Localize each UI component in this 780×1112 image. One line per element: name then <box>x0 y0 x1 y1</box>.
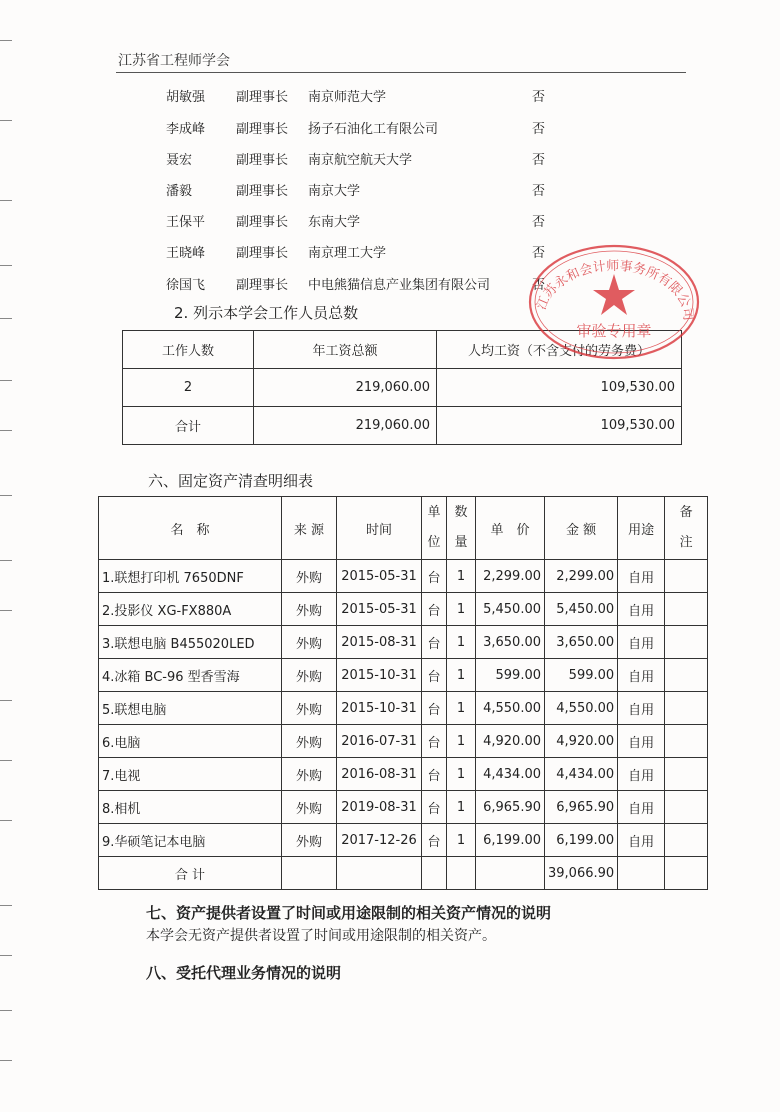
section-eight-title: 八、受托代理业务情况的说明 <box>146 964 342 982</box>
table-row <box>99 791 708 824</box>
seal-org-text: 江苏永和会计师事务所有限公司 <box>534 258 696 322</box>
asset-name-cell: 6.电脑 <box>99 725 282 758</box>
header-rule <box>116 72 686 73</box>
asset-unit-cell: 台 <box>422 791 447 824</box>
header-date: 时间 <box>337 497 422 560</box>
table-row <box>99 626 708 659</box>
asset-note-cell <box>665 758 708 791</box>
asset-price-cell: 6,965.90 <box>476 791 545 824</box>
header-name: 名 称 <box>99 497 282 560</box>
table-row <box>123 369 682 407</box>
asset-price-cell: 599.00 <box>476 659 545 692</box>
staff-header-salary-avg: 人均工资（不含支付的劳务费） <box>437 331 682 369</box>
edge-mark <box>0 760 12 761</box>
assets-section-title: 六、固定资产清查明细表 <box>148 472 314 490</box>
asset-date-cell: 2015-10-31 <box>337 659 422 692</box>
asset-source-cell: 外购 <box>282 560 337 593</box>
officer-name: 徐国飞 <box>166 278 206 293</box>
total-label: 合 计 <box>99 857 282 890</box>
assets-table-header <box>99 497 708 560</box>
edge-mark <box>0 1060 12 1061</box>
officer-title: 副理事长 <box>236 184 289 199</box>
asset-name-cell: 3.联想电脑 B455020LED <box>99 626 282 659</box>
assets-table-body <box>99 560 708 857</box>
asset-amount-cell: 2,299.00 <box>545 560 618 593</box>
header-unit-line2: 位 <box>427 535 441 550</box>
asset-source-cell: 外购 <box>282 824 337 857</box>
empty-cell <box>337 857 422 890</box>
staff-header-count: 工作人数 <box>123 331 254 369</box>
staff-count-cell: 2 <box>123 369 254 407</box>
asset-use-cell: 自用 <box>618 758 665 791</box>
officer-flag: 否 <box>532 90 546 105</box>
asset-amount-cell: 4,550.00 <box>545 692 618 725</box>
asset-source-cell: 外购 <box>282 659 337 692</box>
asset-date-cell: 2015-05-31 <box>337 593 422 626</box>
officer-name: 王晓峰 <box>166 246 206 261</box>
empty-cell <box>422 857 447 890</box>
asset-unit-cell: 台 <box>422 626 447 659</box>
asset-qty-cell: 1 <box>447 593 476 626</box>
asset-date-cell: 2016-08-31 <box>337 758 422 791</box>
table-row <box>99 725 708 758</box>
asset-use-cell: 自用 <box>618 593 665 626</box>
asset-note-cell <box>665 593 708 626</box>
seal-purpose-text: 审验专用章 <box>576 322 652 340</box>
header-use: 用途 <box>618 497 665 560</box>
edge-mark <box>0 200 12 201</box>
binding-edge-marks <box>0 0 14 1112</box>
asset-note-cell <box>665 692 708 725</box>
section-seven-title: 七、资产提供者设置了时间或用途限制的相关资产情况的说明 <box>146 904 552 922</box>
officer-title: 副理事长 <box>236 215 289 230</box>
edge-mark <box>0 1010 12 1011</box>
header-unit <box>422 497 447 560</box>
salary-avg-cell: 109,530.00 <box>437 369 682 407</box>
header-qty-line2: 量 <box>454 535 468 550</box>
asset-note-cell <box>665 560 708 593</box>
officer-flag: 否 <box>532 278 546 293</box>
star-icon <box>593 274 635 315</box>
asset-note-cell <box>665 626 708 659</box>
edge-mark <box>0 955 12 956</box>
salary-total-cell: 219,060.00 <box>254 369 437 407</box>
asset-source-cell: 外购 <box>282 725 337 758</box>
asset-source-cell: 外购 <box>282 692 337 725</box>
asset-date-cell: 2019-08-31 <box>337 791 422 824</box>
asset-date-cell: 2015-08-31 <box>337 626 422 659</box>
asset-note-cell <box>665 791 708 824</box>
edge-mark <box>0 40 12 41</box>
asset-price-cell: 4,550.00 <box>476 692 545 725</box>
officer-title: 副理事长 <box>236 246 289 261</box>
asset-name-cell: 4.冰箱 BC-96 型香雪海 <box>99 659 282 692</box>
asset-name-cell: 8.相机 <box>99 791 282 824</box>
asset-use-cell: 自用 <box>618 659 665 692</box>
asset-unit-cell: 台 <box>422 593 447 626</box>
asset-price-cell: 4,434.00 <box>476 758 545 791</box>
fixed-assets-table <box>98 496 708 890</box>
asset-use-cell: 自用 <box>618 725 665 758</box>
asset-use-cell: 自用 <box>618 560 665 593</box>
salary-total-cell: 219,060.00 <box>254 407 437 445</box>
header-note-line2: 注 <box>679 535 693 550</box>
asset-qty-cell: 1 <box>447 824 476 857</box>
asset-note-cell <box>665 725 708 758</box>
officer-org: 东南大学 <box>308 215 361 230</box>
header-note <box>665 497 708 560</box>
asset-date-cell: 2017-12-26 <box>337 824 422 857</box>
asset-qty-cell: 1 <box>447 758 476 791</box>
empty-cell <box>447 857 476 890</box>
officer-name: 潘毅 <box>166 184 193 199</box>
header-qty-line1: 数 <box>454 505 468 520</box>
asset-name-cell: 7.电视 <box>99 758 282 791</box>
asset-amount-cell: 4,434.00 <box>545 758 618 791</box>
empty-cell <box>476 857 545 890</box>
asset-use-cell: 自用 <box>618 824 665 857</box>
asset-source-cell: 外购 <box>282 791 337 824</box>
asset-note-cell <box>665 824 708 857</box>
edge-mark <box>0 560 12 561</box>
asset-date-cell: 2016-07-31 <box>337 725 422 758</box>
asset-amount-cell: 5,450.00 <box>545 593 618 626</box>
staff-header-salary-total: 年工资总额 <box>254 331 437 369</box>
edge-mark <box>0 120 12 121</box>
asset-amount-cell: 3,650.00 <box>545 626 618 659</box>
officer-name: 王保平 <box>166 215 206 230</box>
staff-section-title: 2. 列示本学会工作人员总数 <box>174 304 359 322</box>
edge-mark <box>0 430 12 431</box>
asset-unit-cell: 台 <box>422 560 447 593</box>
assets-total-row <box>99 857 708 890</box>
asset-qty-cell: 1 <box>447 725 476 758</box>
asset-unit-cell: 台 <box>422 659 447 692</box>
officer-org: 南京航空航天大学 <box>308 153 413 168</box>
table-row <box>123 407 682 445</box>
asset-qty-cell: 1 <box>447 659 476 692</box>
asset-use-cell: 自用 <box>618 692 665 725</box>
officer-name: 聂宏 <box>166 153 193 168</box>
header-source: 来 源 <box>282 497 337 560</box>
officer-flag: 否 <box>532 184 546 199</box>
asset-qty-cell: 1 <box>447 626 476 659</box>
empty-cell <box>665 857 708 890</box>
officer-flag: 否 <box>532 215 546 230</box>
table-row <box>99 593 708 626</box>
edge-mark <box>0 265 12 266</box>
total-amount: 39,066.90 <box>545 857 618 890</box>
asset-price-cell: 4,920.00 <box>476 725 545 758</box>
asset-name-cell: 2.投影仪 XG-FX880A <box>99 593 282 626</box>
asset-price-cell: 3,650.00 <box>476 626 545 659</box>
table-row <box>99 758 708 791</box>
officer-flag: 否 <box>532 153 546 168</box>
staff-total-label: 合计 <box>123 407 254 445</box>
asset-price-cell: 2,299.00 <box>476 560 545 593</box>
asset-use-cell: 自用 <box>618 626 665 659</box>
edge-mark <box>0 610 12 611</box>
header-qty <box>447 497 476 560</box>
document-header: 江苏省工程师学会 <box>118 53 230 69</box>
audit-seal <box>522 240 704 362</box>
asset-amount-cell: 6,965.90 <box>545 791 618 824</box>
officer-name: 胡敏强 <box>166 90 206 105</box>
asset-date-cell: 2015-10-31 <box>337 692 422 725</box>
officer-title: 副理事长 <box>236 153 289 168</box>
empty-cell <box>282 857 337 890</box>
asset-amount-cell: 6,199.00 <box>545 824 618 857</box>
table-row <box>99 659 708 692</box>
table-row <box>99 824 708 857</box>
header-amount: 金 额 <box>545 497 618 560</box>
asset-name-cell: 9.华硕笔记本电脑 <box>99 824 282 857</box>
asset-source-cell: 外购 <box>282 593 337 626</box>
asset-amount-cell: 4,920.00 <box>545 725 618 758</box>
officer-org: 中电熊猫信息产业集团有限公司 <box>308 278 491 293</box>
officer-title: 副理事长 <box>236 90 289 105</box>
asset-qty-cell: 1 <box>447 791 476 824</box>
asset-price-cell: 6,199.00 <box>476 824 545 857</box>
empty-cell <box>618 857 665 890</box>
officer-org: 扬子石油化工有限公司 <box>308 122 439 137</box>
header-unit-line1: 单 <box>427 505 441 520</box>
header-note-line1: 备 <box>679 505 693 520</box>
officer-org: 南京理工大学 <box>308 246 387 261</box>
asset-name-cell: 5.联想电脑 <box>99 692 282 725</box>
asset-price-cell: 5,450.00 <box>476 593 545 626</box>
asset-qty-cell: 1 <box>447 560 476 593</box>
edge-mark <box>0 700 12 701</box>
asset-unit-cell: 台 <box>422 824 447 857</box>
asset-note-cell <box>665 659 708 692</box>
officer-org: 南京大学 <box>308 184 361 199</box>
officer-title: 副理事长 <box>236 278 289 293</box>
asset-date-cell: 2015-05-31 <box>337 560 422 593</box>
asset-name-cell: 1.联想打印机 7650DNF <box>99 560 282 593</box>
table-row <box>99 560 708 593</box>
officer-flag: 否 <box>532 246 546 261</box>
edge-mark <box>0 905 12 906</box>
edge-mark <box>0 495 12 496</box>
section-seven-body: 本学会无资产提供者设置了时间或用途限制的相关资产。 <box>146 928 496 944</box>
asset-qty-cell: 1 <box>447 692 476 725</box>
asset-amount-cell: 599.00 <box>545 659 618 692</box>
asset-unit-cell: 台 <box>422 692 447 725</box>
asset-use-cell: 自用 <box>618 791 665 824</box>
asset-unit-cell: 台 <box>422 725 447 758</box>
edge-mark <box>0 820 12 821</box>
edge-mark <box>0 318 12 319</box>
asset-source-cell: 外购 <box>282 758 337 791</box>
salary-avg-cell: 109,530.00 <box>437 407 682 445</box>
asset-source-cell: 外购 <box>282 626 337 659</box>
officer-name: 李成峰 <box>166 122 206 137</box>
officer-org: 南京师范大学 <box>308 90 387 105</box>
header-price: 单 价 <box>476 497 545 560</box>
edge-mark <box>0 380 12 381</box>
officer-title: 副理事长 <box>236 122 289 137</box>
asset-unit-cell: 台 <box>422 758 447 791</box>
table-row <box>99 692 708 725</box>
officer-flag: 否 <box>532 122 546 137</box>
